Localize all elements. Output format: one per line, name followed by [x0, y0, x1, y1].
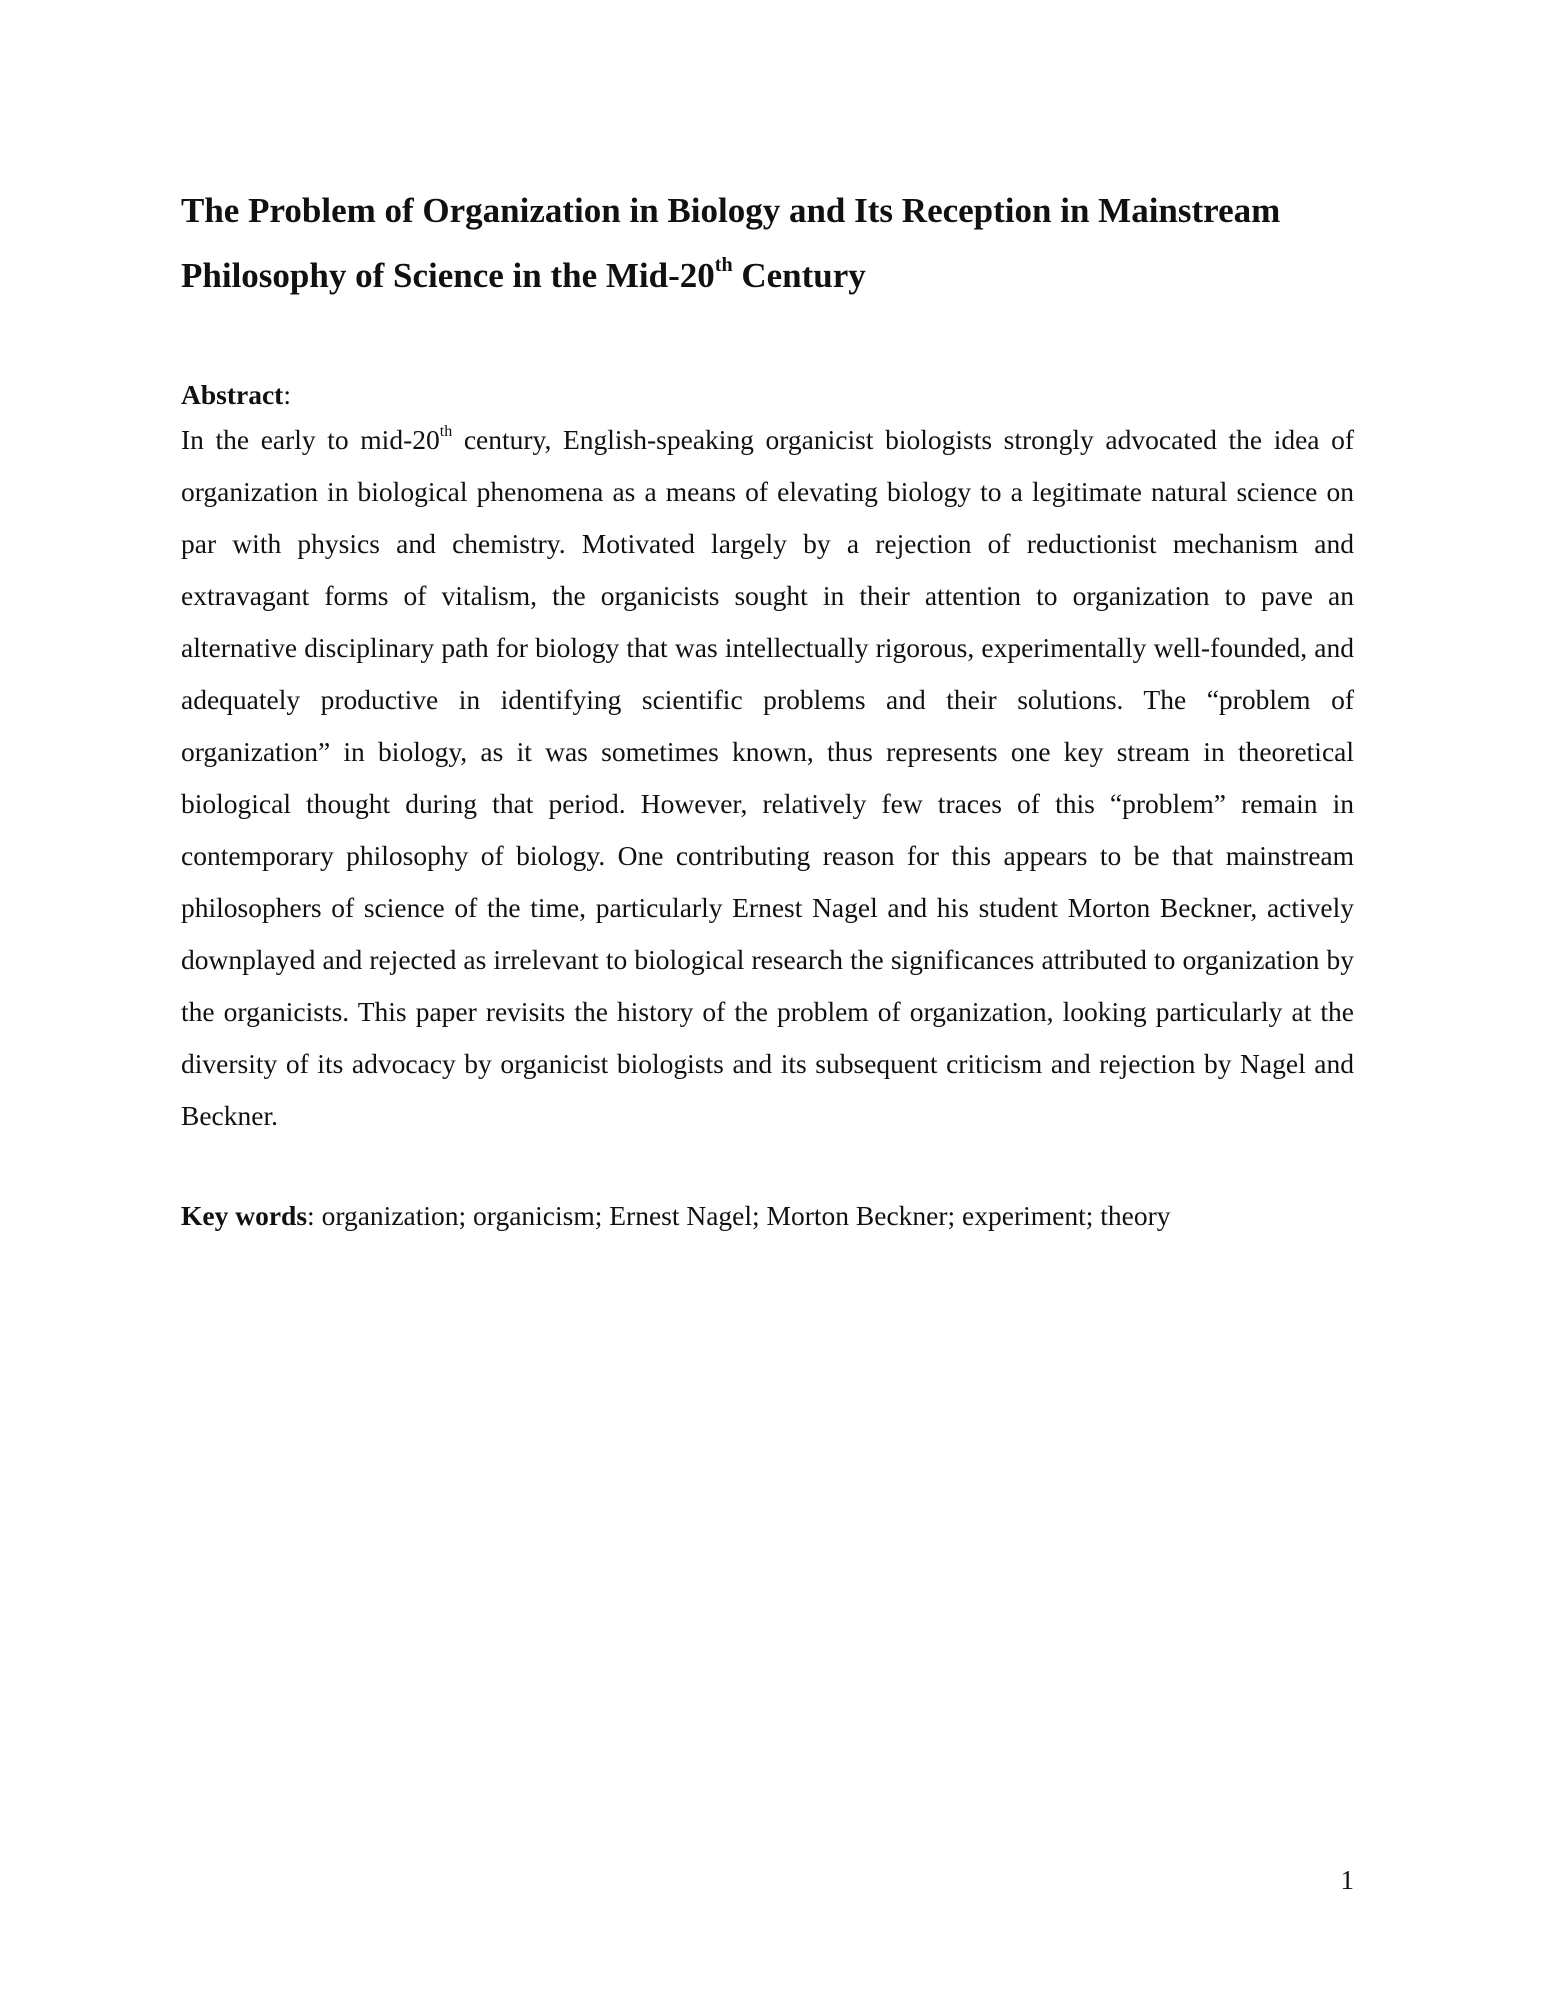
page-content	[181, 178, 1354, 1242]
keywords-label: Key words	[181, 1200, 308, 1231]
abstract-body-text: century, English-speaking organicist biologists strongly advocated the idea of organization in biological phenomena as a means of elevating biology to a legitimate natural science on par with physics and chemistry. Motivated largely by a rejection of reductionist mechanism and extravagant forms of vitalism, the organicists sought in their attention to organization to pave an alternative disciplinary path for biology that was intellectually rigorous, experimentally well-founded, and adequately productive in identifying scientific problems and their solutions. The “problem of organization” in biology, as it was sometimes known, thus represents one key stream in theoretical biological thought during that period. However, relatively few traces of this “problem” remain in contemporary philosophy of biology. One contributing reason for this appears to be that mainstream philosophers of science of the time, particularly Ernest Nagel and his student Morton Beckner, actively downplayed and rejected as irrelevant to biological research the significances attributed to organization by the organicists. This paper revisits the history of the problem of organization, looking particularly at the diversity of its advocacy by organicist biologists and its subsequent criticism and rejection by Nagel and Beckner.	[181, 424, 1355, 1131]
page-number: 1	[1340, 1865, 1354, 1895]
keywords-text: organization; organicism; Ernest Nagel; Morton Beckner; experiment; theory	[321, 1200, 1171, 1231]
abstract-body-start: In the early to mid-20	[181, 424, 440, 455]
paper-title-text: The Problem of Organization in Biology and Its Reception in Mainstream Philosophy of Science in the Mid-20	[181, 191, 1281, 295]
paper-title-text-end: Century	[732, 256, 866, 295]
abstract-heading	[181, 376, 1354, 414]
abstract-heading-colon: :	[283, 379, 291, 410]
keywords-line	[181, 1190, 1354, 1242]
paper-title	[181, 178, 1354, 308]
abstract-body-superscript: th	[439, 422, 453, 440]
abstract-heading-label: Abstract	[181, 379, 284, 410]
abstract-body	[181, 414, 1354, 1142]
keywords-separator: :	[307, 1200, 322, 1231]
paper-title-superscript: th	[714, 254, 733, 277]
